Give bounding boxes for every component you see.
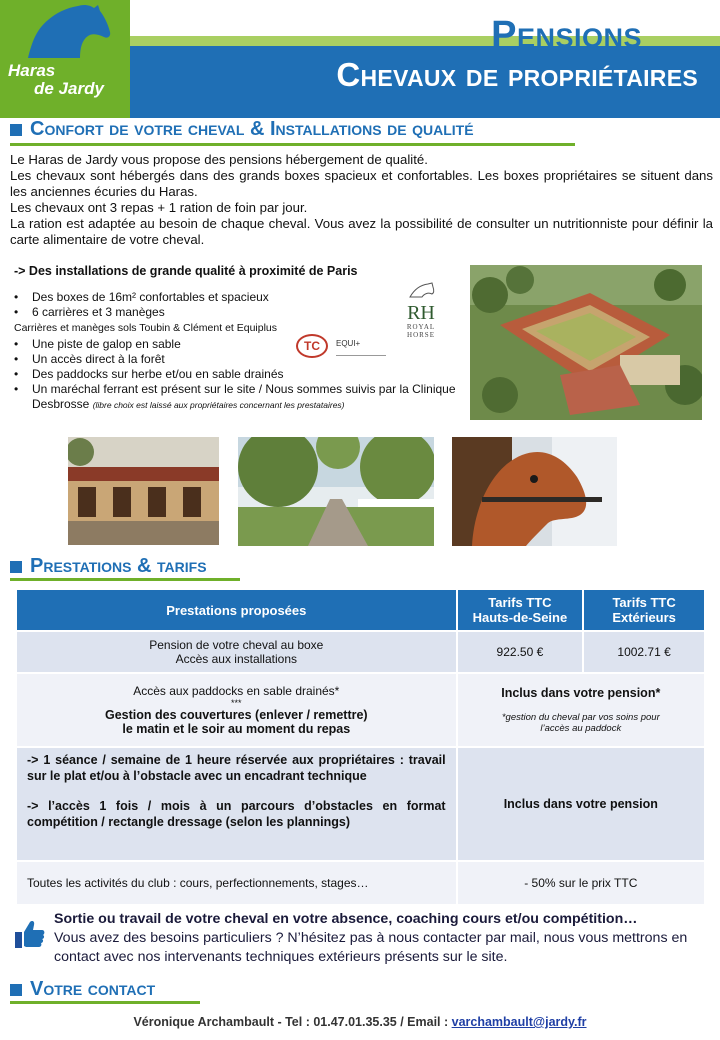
header-tarifs-ext: Tarifs TTC Extérieurs (584, 590, 704, 630)
tarifs-table (15, 588, 706, 906)
section-heading-contact: Votre contact (10, 978, 155, 1001)
row1-price-ext: 1002.71 € (584, 632, 704, 672)
royal-horse-logo: RH ROYAL HORSE (396, 282, 446, 346)
row4-discount: - 50% sur le prix TTC (458, 862, 704, 904)
list-item: • Une piste de galop en sable (14, 337, 181, 351)
page-subtitle: Chevaux de propriétaires (336, 56, 698, 93)
horse-head-logo-icon (18, 2, 113, 60)
features-note: (libre choix est laissé aux propriétaires concernant les prestataires) (92, 400, 345, 410)
table-row (17, 862, 704, 904)
table-row (17, 674, 704, 746)
row3-description: -> 1 séance / semaine de 1 heure réservée aux propriétaires : travail sur le plat et/ou à l’obstacle avec un encadrant technique -> l’accès 1 fois / mois à un parcours d’obstacles en format compétition / rectangle dressage (selon les plannings) (17, 748, 456, 860)
section-bullet-icon (10, 124, 22, 136)
section-bullet-icon (10, 561, 22, 573)
table-row (17, 748, 704, 860)
stable-photo-image (68, 437, 219, 545)
page-title: Pensions (491, 14, 642, 56)
section-bullet-icon (10, 984, 22, 996)
features-sub-note: Carrières et manèges sols Toubin & Clément et Equiplus (14, 322, 278, 334)
table-header-row (17, 590, 704, 630)
header-banner (0, 0, 720, 118)
thumbs-up-icon (14, 918, 46, 950)
email-link[interactable]: varchambault@jardy.fr (451, 1015, 587, 1029)
list-item: • Un maréchal ferrant est présent sur le site / Nous sommes suivis par la Clinique Desbrosse (libre choix est laissé aux propriétaires concernant les prestataires) (14, 382, 456, 411)
horse-head-icon (406, 282, 436, 298)
features-title: -> Des installations de grande qualité à proximité de Paris (14, 264, 358, 278)
aerial-photo-image (470, 265, 702, 420)
header-prestations: Prestations proposées (17, 590, 456, 630)
section-underline (10, 578, 240, 581)
special-needs-note: Sortie ou travail de votre cheval en votre absence, coaching cours et/ou compétition… Vous avez des besoins particuliers ? N’hésitez pas à nous contacter par mail, nous vous mettrons en contact avec nos intervenants techniques extérieurs présents sur le site. (54, 911, 688, 965)
tree-lined-alley-photo-image (238, 437, 434, 546)
toubin-clement-logo: TC (296, 334, 328, 358)
section-underline (10, 1001, 200, 1004)
row2-description: Accès aux paddocks en sable drainés* *** Gestion des couvertures (enlever / remettre) le matin et le soir au moment du repas (17, 674, 456, 746)
list-item: • 6 carrières et 3 manèges (14, 305, 165, 319)
list-item: • Des boxes de 16m² confortables et spacieux (14, 290, 269, 304)
section-heading-installations: Confort de votre cheval & Installations de qualité (10, 118, 474, 141)
section-underline (10, 143, 575, 146)
row1-description: Pension de votre cheval au boxe Accès aux installations (17, 632, 456, 672)
header-tarifs-hds: Tarifs TTC Hauts-de-Seine (458, 590, 583, 630)
equiplus-logo: EQUI+ (336, 336, 386, 356)
contact-line: Véronique Archambault - Tel : 01.47.01.35.35 / Email : varchambault@jardy.fr (133, 1015, 587, 1029)
section-heading-tarifs: Prestations & tarifs (10, 555, 207, 578)
row3-included: Inclus dans votre pension (458, 748, 704, 860)
row4-description: Toutes les activités du club : cours, perfectionnements, stages… (17, 862, 456, 904)
horse-head-photo-image (452, 437, 617, 546)
list-item: • Un accès direct à la forêt (14, 352, 165, 366)
row1-price-hds: 922.50 € (458, 632, 583, 672)
logo-text: Haras de Jardy (8, 61, 104, 98)
list-item: • Des paddocks sur herbe et/ou en sable drainés (14, 367, 284, 381)
row2-included: Inclus dans votre pension* *gestion du cheval par vos soins pour l’accès au paddock (458, 674, 704, 746)
table-row (17, 632, 704, 672)
intro-text: Le Haras de Jardy vous propose des pensions hébergement de qualité. Les chevaux sont hébergés dans des grands boxes spacieux et confortables. Les boxes propriétaires se situent dans les anciennes écuries du Haras. Les chevaux ont 3 repas + 1 ration de foin par jour. La ration est adaptée au besoin de chaque cheval. Vous avez la possibilité de consulter un nutritionniste pour définir la carte alimentaire de votre cheval. (10, 152, 713, 247)
